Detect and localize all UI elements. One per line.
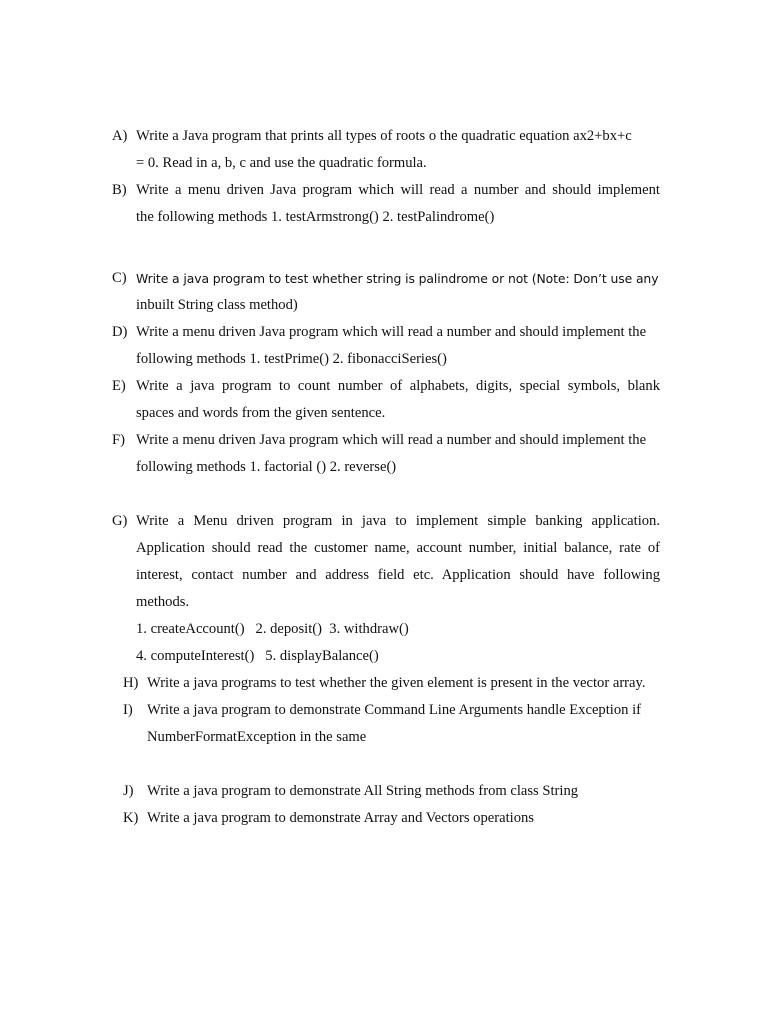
- question-text-line: = 0. Read in a, b, c and use the quadratic formula.: [136, 155, 427, 171]
- question-marker: C): [112, 270, 127, 286]
- question-text-line: Write a java program to demonstrate All String methods from class String: [147, 783, 579, 799]
- question-text-line: the following methods 1. testArmstrong() 2. testPalindrome(): [136, 209, 495, 225]
- question-text-line: Write a Java program that prints all types of roots o the quadratic equation ax2+bx+c: [136, 128, 632, 144]
- question-method-list: 4. computeInterest() 5. displayBalance(): [136, 648, 379, 664]
- question-marker: D): [112, 324, 128, 340]
- question-text-line: methods.: [136, 594, 190, 610]
- question-text-line: interest, contact number and address field etc. Application should have following: [136, 567, 660, 583]
- question-method-list: 1. createAccount() 2. deposit() 3. withdraw(): [136, 621, 409, 637]
- question-text-line: Write a java program to demonstrate Command Line Arguments handle Exception if: [147, 702, 641, 718]
- question-marker: K): [123, 810, 139, 826]
- question-text-line: spaces and words from the given sentence.: [136, 405, 386, 421]
- question-text-line: Write a menu driven Java program which will read a number and should implement: [136, 182, 660, 198]
- question-marker: A): [112, 128, 128, 144]
- question-text-line: Write a java program to count number of alphabets, digits, special symbols, blank: [136, 378, 660, 394]
- question-marker: I): [123, 702, 133, 718]
- question-text-line: Write a menu driven Java program which will read a number and should implement the: [136, 324, 647, 340]
- question-marker: E): [112, 378, 126, 394]
- question-text-line: Write a java program to test whether string is palindrome or not (Note: Don’t use any: [136, 271, 659, 286]
- question-text-line: following methods 1. testPrime() 2. fibonacciSeries(): [136, 351, 447, 367]
- question-text-line: inbuilt String class method): [136, 297, 298, 313]
- question-text-line: Write a menu driven Java program which will read a number and should implement the: [136, 432, 647, 448]
- question-marker: J): [123, 783, 134, 799]
- question-marker: B): [112, 182, 127, 198]
- question-marker: F): [112, 432, 125, 448]
- question-text-line: Write a java programs to test whether the given element is present in the vector array.: [147, 675, 646, 691]
- question-text-line: NumberFormatException in the same: [147, 729, 367, 745]
- question-marker: H): [123, 675, 139, 691]
- question-text-line: Write a java program to demonstrate Array and Vectors operations: [147, 810, 534, 826]
- question-text-line: Write a Menu driven program in java to implement simple banking application.: [136, 513, 660, 529]
- question-text-line: Application should read the customer name, account number, initial balance, rate of: [136, 540, 660, 556]
- question-marker: G): [112, 513, 128, 529]
- question-text-line: following methods 1. factorial () 2. reverse(): [136, 459, 397, 475]
